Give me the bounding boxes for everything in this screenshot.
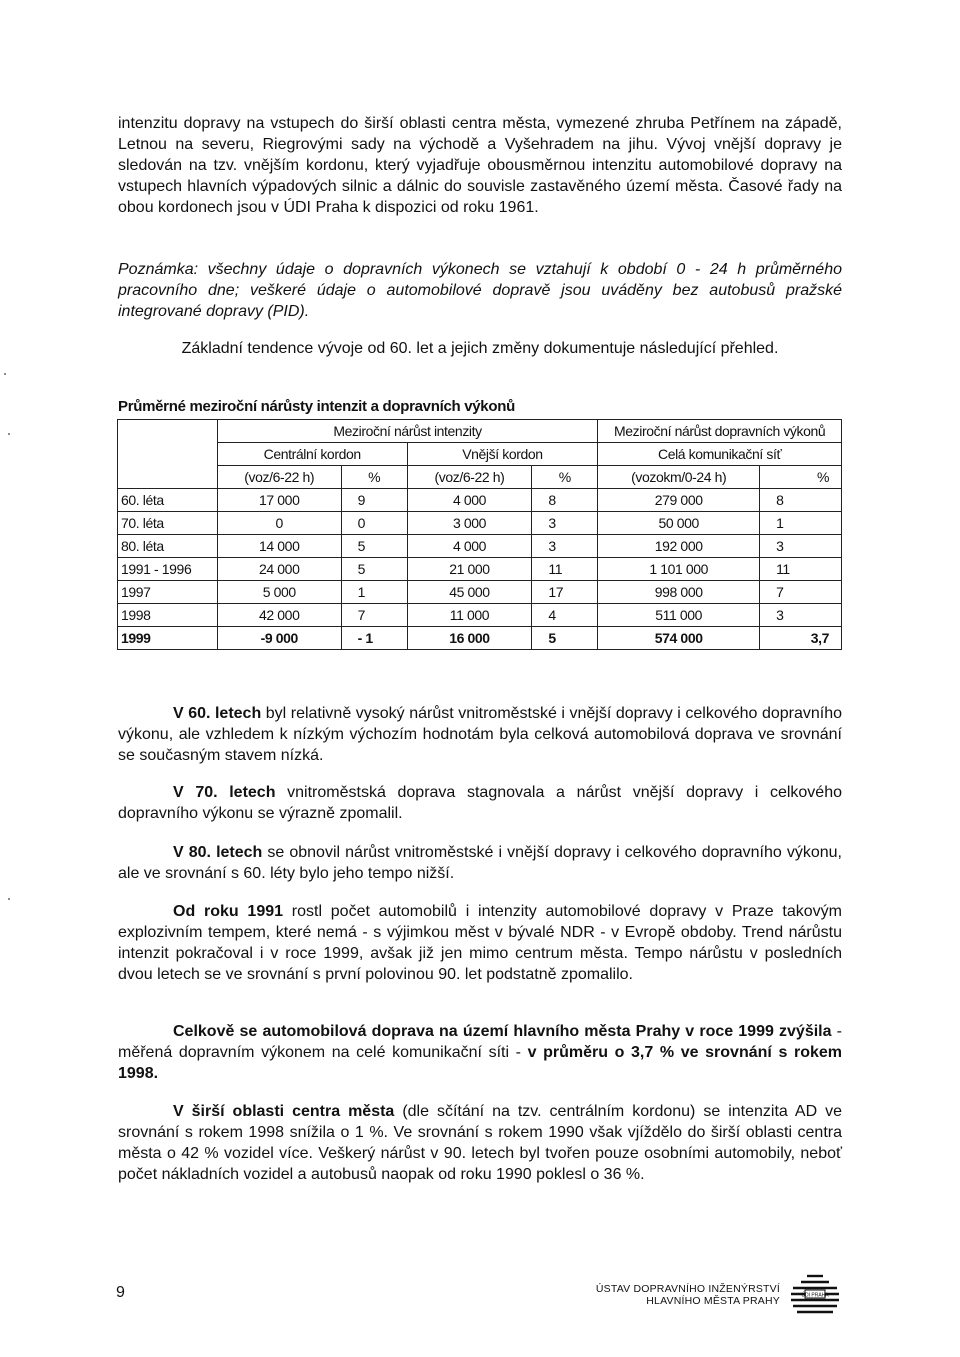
- paragraph-60s-lead: V 60. letech: [173, 705, 262, 722]
- row-outer-pct: 4: [532, 604, 598, 627]
- row-outer-pct: 3: [532, 512, 598, 535]
- table-row: [118, 627, 842, 650]
- row-network: 998 000: [598, 581, 760, 604]
- row-central-pct: - 1: [341, 627, 407, 650]
- row-network-pct: 3: [760, 604, 842, 627]
- row-outer-pct: 5: [532, 627, 598, 650]
- row-period: 1998: [118, 604, 218, 627]
- table-row: [118, 489, 842, 512]
- row-central-pct: 0: [341, 512, 407, 535]
- row-central: 42 000: [217, 604, 341, 627]
- row-period: 60. léta: [118, 489, 218, 512]
- unit-central-pct: %: [341, 466, 407, 489]
- paragraph-1999-bold2: v průměru o 3,7 % ve srovnání s rokem 1998.: [118, 1044, 842, 1082]
- row-central-pct: 9: [341, 489, 407, 512]
- row-outer: 16 000: [407, 627, 532, 650]
- row-outer-pct: 11: [532, 558, 598, 581]
- row-central-pct: 5: [341, 558, 407, 581]
- table-row: [118, 512, 842, 535]
- unit-outer-pct: %: [532, 466, 598, 489]
- row-outer: 3 000: [407, 512, 532, 535]
- overview-paragraph: [118, 338, 842, 359]
- scan-mark: [8, 898, 10, 900]
- institute-logo-icon: [787, 1270, 843, 1318]
- paragraph-centre-text: (dle sčítání na tzv. centrálním kordonu) se intenzita AD ve srovnání s rokem 1998 snížila o 1 %. Ve srovnání s rokem 1990 však vjíždělo do širší oblasti centra města o 42 % vozidel více. Veškerý nárůst v 90. letech byl tvořen pouze osobními automobily, neboť počet nákladních vozidel a autobusů naopak od roku 1990 poklesl o 36 %.: [118, 1103, 843, 1183]
- paragraph-1999-mid: - měřená dopravním výkonem na celé komunikační síti -: [118, 1023, 842, 1061]
- row-outer-pct: 8: [532, 489, 598, 512]
- row-period: 1997: [118, 581, 218, 604]
- row-period: 1999: [118, 627, 218, 650]
- row-period: 80. léta: [118, 535, 218, 558]
- header-central-cordon: Centrální kordon: [217, 443, 407, 466]
- table-row: [118, 581, 842, 604]
- unit-outer: (voz/6-22 h): [407, 466, 532, 489]
- row-outer: 4 000: [407, 489, 532, 512]
- header-intensity: Meziroční nárůst intenzity: [217, 420, 597, 443]
- row-period: 70. léta: [118, 512, 218, 535]
- paragraph-60s-text: byl relativně vysoký nárůst vnitroměstské i vnější dopravy i celkového dopravního výkonu, ale vzhledem k nízkým výchozím hodnotám byla celková automobilová doprava ve srovnání se současným stavem nízká.: [118, 705, 843, 764]
- paragraph-1999-bold1: Celkově se automobilová doprava na území hlavního města Prahy v roce 1999 zvýšila: [173, 1023, 832, 1040]
- paragraph-centre-lead: V širší oblasti centra města: [173, 1103, 395, 1120]
- header-whole-network: Celá komunikační síť: [598, 443, 842, 466]
- unit-network: (vozokm/0-24 h): [598, 466, 760, 489]
- row-outer: 11 000: [407, 604, 532, 627]
- paragraph-1999: [118, 1021, 842, 1084]
- row-central-pct: 7: [341, 604, 407, 627]
- overview-text: Základní tendence vývoje od 60. let a jejich změny dokumentuje následující přehled.: [181, 340, 779, 357]
- paragraph-70s-text: vnitroměstská doprava stagnovala a nárůst vnější dopravy i celkového dopravního výkonu se výrazně zpomalil.: [118, 784, 843, 822]
- header-outer-cordon: Vnější kordon: [407, 443, 598, 466]
- scan-mark: [4, 373, 6, 375]
- row-central-pct: 1: [341, 581, 407, 604]
- table-row: [118, 604, 842, 627]
- row-network: 511 000: [598, 604, 760, 627]
- institute-line1: ÚSTAV DOPRAVNÍHO INŽENÝRSTVÍ: [595, 1283, 780, 1295]
- logo-text: ÚDI PRAHA: [801, 1292, 829, 1299]
- institute-name: [596, 1283, 780, 1307]
- intro-paragraph: [118, 113, 842, 218]
- row-period: 1991 - 1996: [118, 558, 218, 581]
- page-number: 9: [116, 1284, 125, 1301]
- scan-mark: [8, 433, 10, 435]
- note-text: Poznámka: všechny údaje o dopravních výkonech se vztahují k období 0 - 24 h průměrného pracovního dne; veškeré údaje o automobilové dopravě jsou uváděny bez autobusů pražské integrované dopravy (PID).: [118, 261, 842, 320]
- row-network-pct: 11: [760, 558, 842, 581]
- row-central: -9 000: [217, 627, 341, 650]
- row-network-pct: 3,7: [760, 627, 842, 650]
- paragraph-80s: [118, 842, 842, 884]
- growth-table: [117, 419, 842, 650]
- paragraph-1991: [118, 901, 842, 985]
- row-outer: 4 000: [407, 535, 532, 558]
- table-title: Průměrné meziroční nárůsty intenzit a dopravních výkonů: [118, 398, 515, 415]
- table-corner: [118, 420, 218, 489]
- row-central: 5 000: [217, 581, 341, 604]
- row-central: 24 000: [217, 558, 341, 581]
- row-network-pct: 7: [760, 581, 842, 604]
- paragraph-1991-lead: Od roku 1991: [173, 903, 284, 920]
- row-outer-pct: 3: [532, 535, 598, 558]
- row-central: 14 000: [217, 535, 341, 558]
- row-network-pct: 1: [760, 512, 842, 535]
- row-network-pct: 8: [760, 489, 842, 512]
- row-network: 50 000: [598, 512, 760, 535]
- paragraph-60s: [118, 703, 842, 766]
- note-paragraph: [118, 259, 842, 322]
- unit-network-pct: %: [760, 466, 842, 489]
- header-performance: Meziroční nárůst dopravních výkonů: [598, 420, 842, 443]
- row-central-pct: 5: [341, 535, 407, 558]
- unit-central: (voz/6-22 h): [217, 466, 341, 489]
- paragraph-centre: [118, 1101, 842, 1185]
- table-row: [118, 558, 842, 581]
- row-network: 192 000: [598, 535, 760, 558]
- row-outer: 45 000: [407, 581, 532, 604]
- table-row: [118, 535, 842, 558]
- institute-line2: HLAVNÍHO MĚSTA PRAHY: [646, 1295, 780, 1307]
- paragraph-70s-lead: V 70. letech: [173, 784, 276, 801]
- intro-text: intenzitu dopravy na vstupech do širší oblasti centra města, vymezené zhruba Petřínem na západě, Letnou na severu, Riegrovými sady na východě a Vyšehradem na jihu. Vývoj vnější dopravy je sledován na tzv. vnějším kordonu, který vyjadřuje obousměrnou intenzitu automobilové dopravy na vstupech hlavních výpadových silnic a dálnic do souvisle zastavěného území města. Časové řady na obou kordonech jsou v ÚDI Praha k dispozici od roku 1961.: [118, 115, 842, 216]
- row-outer-pct: 17: [532, 581, 598, 604]
- paragraph-80s-text: se obnovil nárůst vnitroměstské i vnější dopravy i celkového dopravního výkonu, ale ve srovnání s 60. léty bylo jeho tempo nižší.: [118, 844, 842, 882]
- row-network: 574 000: [598, 627, 760, 650]
- row-network-pct: 3: [760, 535, 842, 558]
- row-outer: 21 000: [407, 558, 532, 581]
- row-network: 279 000: [598, 489, 760, 512]
- row-central: 0: [217, 512, 341, 535]
- paragraph-70s: [118, 782, 842, 824]
- row-network: 1 101 000: [598, 558, 760, 581]
- paragraph-80s-lead: V 80. letech: [173, 844, 263, 861]
- row-central: 17 000: [217, 489, 341, 512]
- paragraph-1991-text: rostl počet automobilů i intenzity automobilové dopravy v Praze takovým explozivním tempem, které nemá - s výjimkou měst v bývalé NDR - v Evropě obdoby. Trend nárůstu intenzit pokračoval i v roce 1999, avšak již jen mimo centrum města. Tempo nárůstu v posledních dvou letech se ve srovnání s první polovinou 90. let podstatně zpomalilo.: [118, 903, 842, 983]
